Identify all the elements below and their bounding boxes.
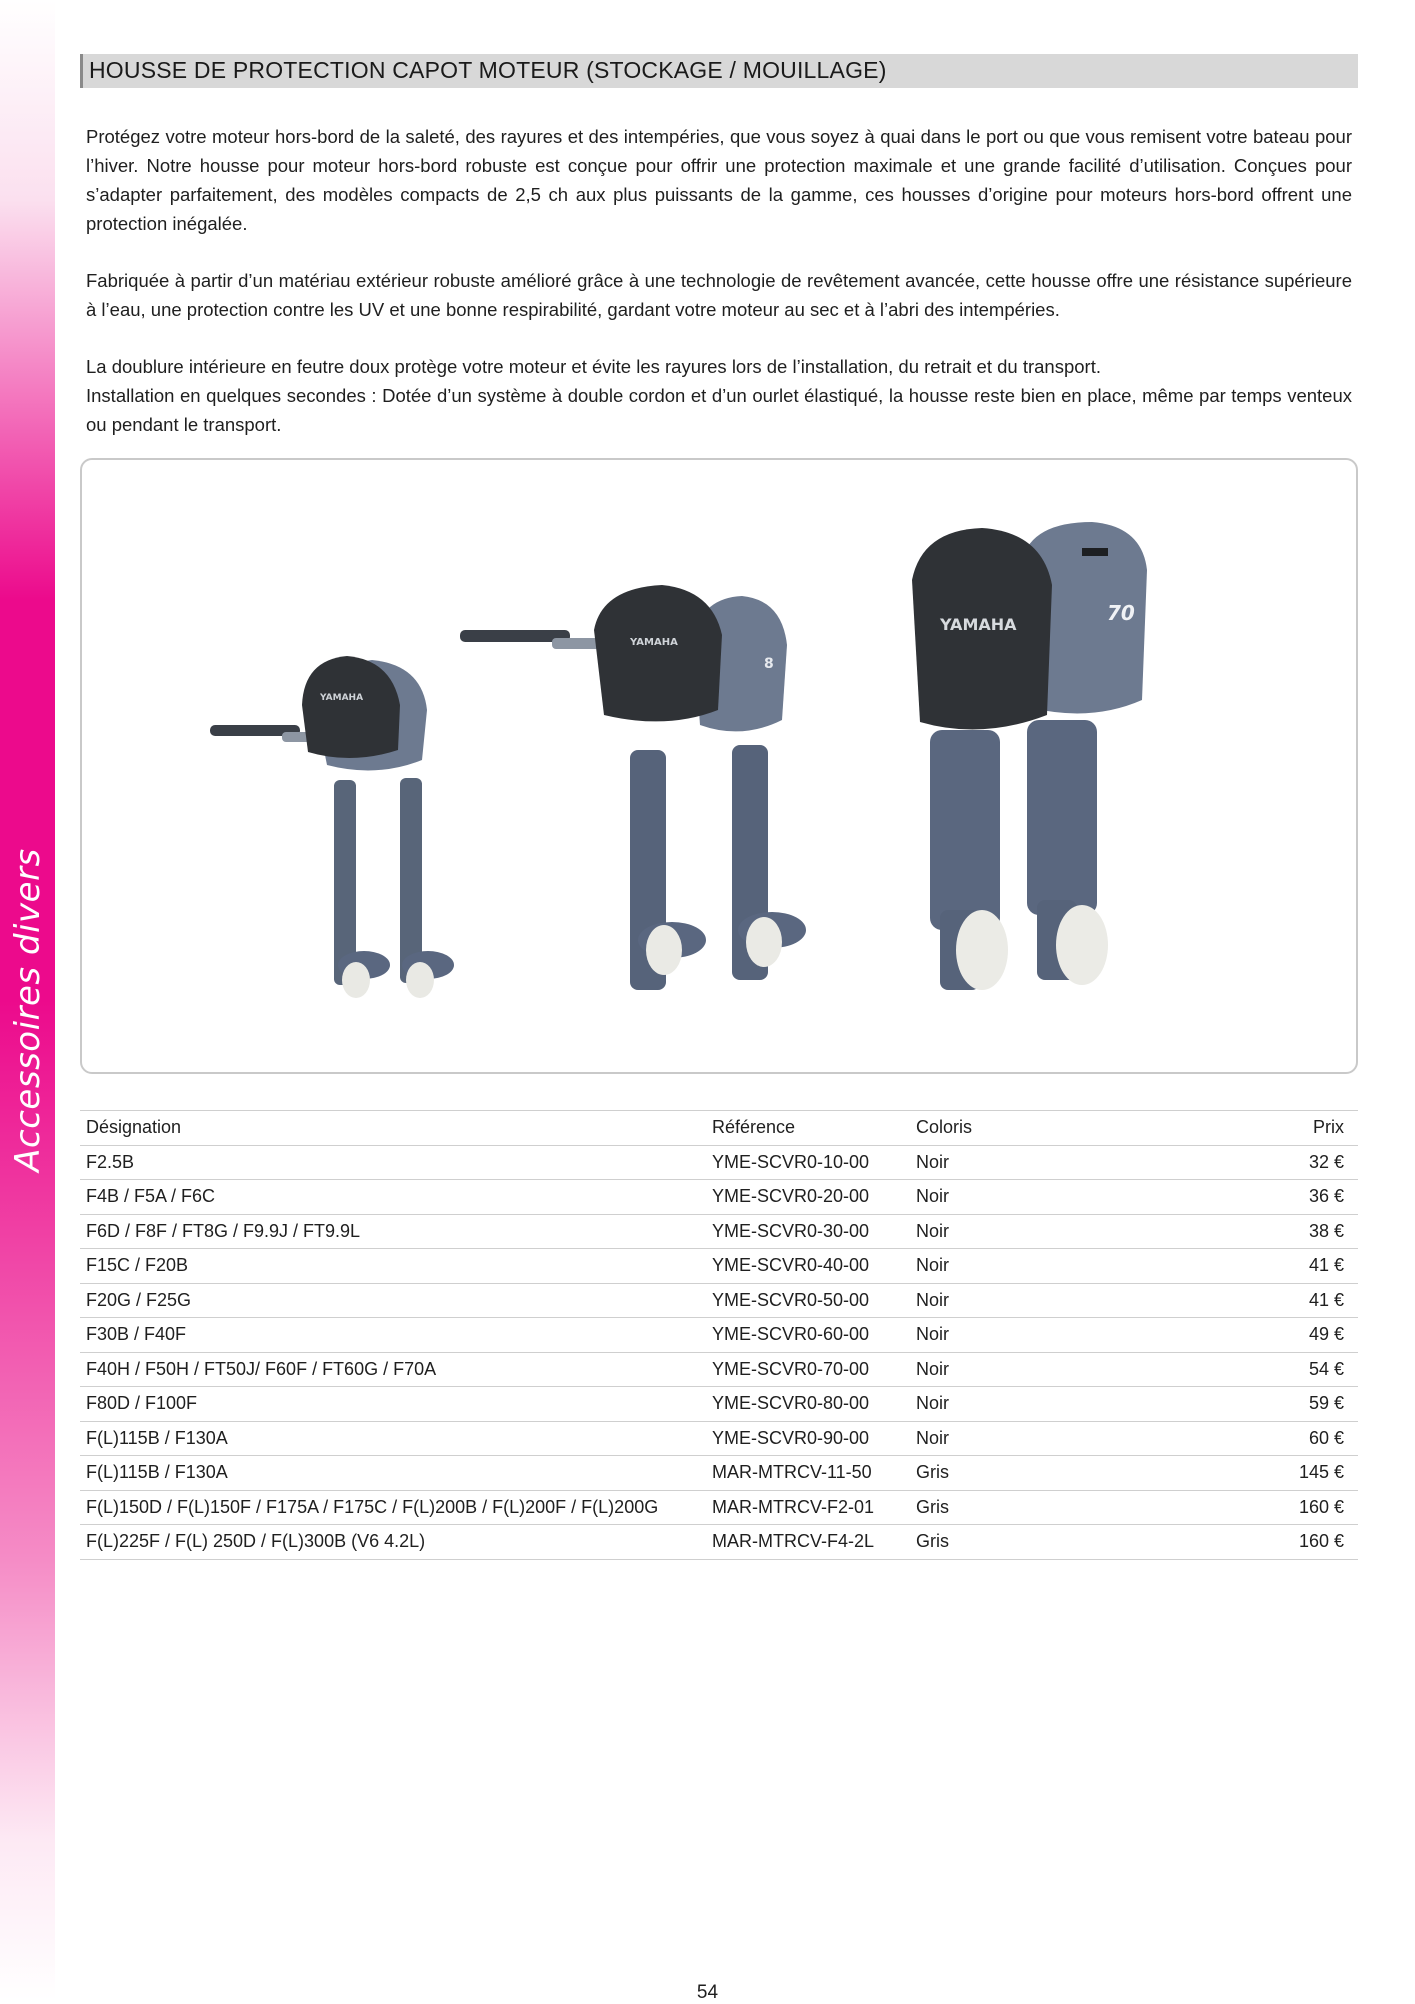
price-table [80,1110,1358,1560]
table-row [80,1283,1358,1318]
cell-reference: YME-SCVR0-70-00 [706,1352,910,1387]
motor-badge-8: 8 [764,656,774,672]
cell-reference: YME-SCVR0-30-00 [706,1214,910,1249]
cell-designation: F6D / F8F / FT8G / F9.9J / FT9.9L [80,1214,706,1249]
table-row [80,1490,1358,1525]
cell-designation: F15C / F20B [80,1249,706,1284]
cell-designation: F80D / F100F [80,1387,706,1422]
cell-designation: F(L)115B / F130A [80,1421,706,1456]
cell-designation: F30B / F40F [80,1318,706,1353]
cell-price: 38 € [1222,1214,1358,1249]
cell-designation: F(L)115B / F130A [80,1456,706,1491]
cell-price: 145 € [1222,1456,1358,1491]
cell-reference: YME-SCVR0-80-00 [706,1387,910,1422]
table-row [80,1318,1358,1353]
product-photo-frame [80,458,1358,1074]
cell-designation: F40H / F50H / FT50J/ F60F / FT60G / F70A [80,1352,706,1387]
table-row [80,1352,1358,1387]
table-header-row [80,1111,1358,1146]
intro-paragraph: Protégez votre moteur hors-bord de la saleté, des rayures et des intempéries, que vous soyez à quai dans le port ou que vous remisent votre bateau pour l’hiver. Notre housse pour moteur hors-bord robuste est conçue pour offrir une protection maximale et une grande facilité d’utilisation. Conçues pour s’adapter parfaitement, des modèles compacts de 2,5 ch aux plus puissants de la gamme, ces housses d’origine pour moteurs hors-bord offrent une protection inégalée. [86,126,1352,234]
cell-designation: F(L)150D / F(L)150F / F175A / F175C / F(L)200B / F(L)200F / F(L)200G [80,1490,706,1525]
table-row [80,1387,1358,1422]
cell-reference: YME-SCVR0-40-00 [706,1249,910,1284]
material-paragraph: Fabriquée à partir d’un matériau extérieur robuste amélioré grâce à une technologie de revêtement avancée, cette housse offre une résistance supérieure à l’eau, une protection contre les UV et une bonne respirabilité, gardant votre moteur au sec et à l’abri des intempéries. [86,270,1352,320]
small-motor-pair [210,656,454,998]
cell-color: Noir [910,1352,1222,1387]
cell-reference: YME-SCVR0-10-00 [706,1145,910,1180]
section-tab-label: Accessoires divers [8,848,48,1172]
cell-reference: YME-SCVR0-20-00 [706,1180,910,1215]
cover-brand-label: YAMAHA [940,615,1017,634]
cell-color: Noir [910,1145,1222,1180]
cell-color: Gris [910,1456,1222,1491]
header-reference: Référence [706,1111,910,1146]
cell-color: Noir [910,1421,1222,1456]
cover-brand-label: YAMAHA [630,637,678,648]
section-title: HOUSSE DE PROTECTION CAPOT MOTEUR (STOCKAGE / MOUILLAGE) [89,57,887,83]
cell-price: 60 € [1222,1421,1358,1456]
table-row [80,1214,1358,1249]
table-row [80,1145,1358,1180]
cell-price: 41 € [1222,1283,1358,1318]
cell-color: Noir [910,1180,1222,1215]
cell-reference: YME-SCVR0-90-00 [706,1421,910,1456]
cell-color: Noir [910,1318,1222,1353]
motor-badge-70: 70 [1107,601,1135,625]
table-row [80,1525,1358,1560]
cell-designation: F(L)225F / F(L) 250D / F(L)300B (V6 4.2L) [80,1525,706,1560]
table-row [80,1249,1358,1284]
table-row [80,1180,1358,1215]
cell-price: 41 € [1222,1249,1358,1284]
table-row [80,1456,1358,1491]
outboard-motors-illustration [82,460,1356,1072]
cover-brand-label: YAMAHA [320,693,364,703]
page-number: 54 [696,1982,719,2003]
cell-reference: YME-SCVR0-50-00 [706,1283,910,1318]
medium-motor-pair [460,585,806,990]
cell-reference: MAR-MTRCV-11-50 [706,1456,910,1491]
table-row [80,1421,1358,1456]
cell-designation: F4B / F5A / F6C [80,1180,706,1215]
cell-reference: MAR-MTRCV-F4-2L [706,1525,910,1560]
cell-designation: F2.5B [80,1145,706,1180]
lining-paragraph: La doublure intérieure en feutre doux protège votre moteur et évite les rayures lors de l’installation, du retrait et du transport. Installation en quelques secondes : Dotée d’un système à double cordon et d’un ourlet élastiqué, la housse reste bien en place, même par temps venteux ou pendant le transport. [86,356,1352,435]
cell-reference: YME-SCVR0-60-00 [706,1318,910,1353]
header-designation: Désignation [80,1111,706,1146]
header-color: Coloris [910,1111,1222,1146]
cell-color: Noir [910,1214,1222,1249]
cell-color: Noir [910,1249,1222,1284]
cell-price: 160 € [1222,1525,1358,1560]
cell-price: 59 € [1222,1387,1358,1422]
cell-color: Gris [910,1525,1222,1560]
cell-designation: F20G / F25G [80,1283,706,1318]
cell-price: 36 € [1222,1180,1358,1215]
cell-price: 32 € [1222,1145,1358,1180]
cell-price: 54 € [1222,1352,1358,1387]
header-price: Prix [1222,1111,1358,1146]
cell-color: Noir [910,1387,1222,1422]
section-title-bar [80,54,1358,88]
cell-price: 160 € [1222,1490,1358,1525]
large-motor-pair [912,522,1147,990]
medium-motor-cover [594,585,722,721]
cell-price: 49 € [1222,1318,1358,1353]
cell-color: Noir [910,1283,1222,1318]
cell-reference: MAR-MTRCV-F2-01 [706,1490,910,1525]
section-color-strip [0,0,55,2000]
cell-color: Gris [910,1490,1222,1525]
